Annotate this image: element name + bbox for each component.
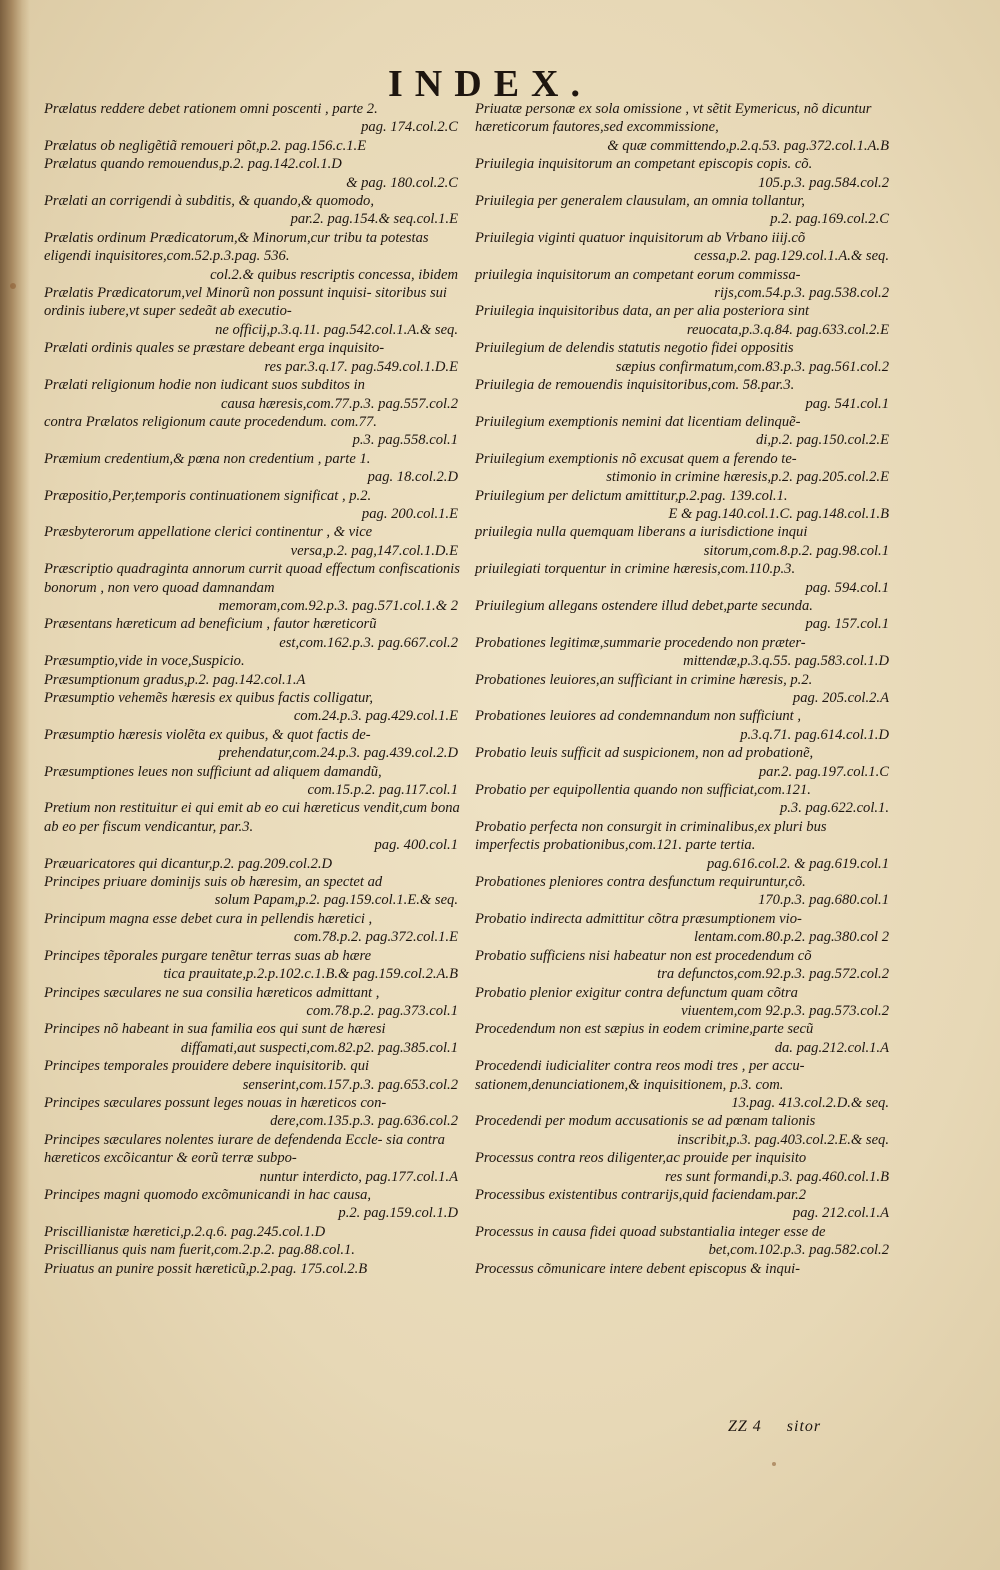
index-entry bbox=[44, 947, 462, 984]
index-entry bbox=[44, 726, 462, 763]
index-entry-reference: nuntur interdicto, pag.177.col.1.A bbox=[259, 1168, 458, 1185]
index-entry-text: Probationes legitimæ,summarie procedendo non præter- bbox=[475, 634, 806, 651]
index-entry bbox=[44, 560, 462, 615]
index-entry bbox=[44, 1241, 462, 1259]
index-entry-text: Principes sæculares possunt leges nouas in hæreticos con- bbox=[44, 1094, 387, 1111]
index-entry-reference: sæpius confirmatum,com.83.p.3. pag.561.col.2 bbox=[615, 358, 889, 375]
page-title: INDEX. bbox=[388, 63, 592, 105]
index-entry-reference: prehendatur,com.24.p.3. pag.439.col.2.D bbox=[218, 745, 458, 762]
index-entry-text: Principes sæculares nolentes iurare de defendenda Eccle- sia contra hæreticos excõicantur & eorũ terræ subpo- bbox=[44, 1131, 445, 1167]
index-entry-reference: memoram,com.92.p.3. pag.571.col.1.& 2 bbox=[218, 597, 458, 614]
index-entry-text: Prælatus quando remouendus,p.2. pag.142.col.1.D bbox=[44, 156, 342, 173]
index-entry-text: Processus contra reos diligenter,ac prouide per inquisito bbox=[475, 1150, 807, 1167]
index-entry bbox=[44, 100, 462, 137]
index-entry bbox=[44, 376, 462, 413]
index-entry-text: Pretium non restituitur ei qui emit ab eo cui hæreticus vendit,cum bona ab eo per fiscum vendicantur, par.3. bbox=[44, 800, 460, 835]
index-entry-text: Priuilegium per delictum amittitur,p.2.pag. 139.col.1. bbox=[475, 487, 788, 504]
index-entry bbox=[44, 873, 462, 910]
index-entry-reference: 13.pag. 413.col.2.D.& seq. bbox=[731, 1094, 889, 1111]
index-entry bbox=[44, 1020, 462, 1057]
index-entry-text: Probationes leuiores,an sufficiant in crimine hæresis, p.2. bbox=[475, 671, 813, 688]
index-entry-text: Præpositio,Per,temporis continuationem significat , p.2. bbox=[44, 487, 372, 504]
index-entry-text: Prælatis ordinum Prædicatorum,& Minorum,cur tribu ta potestas eligendi inquisitores,com.52.p.3.pag. 536. bbox=[44, 229, 429, 265]
index-entry-text: Probatio per equipollentia quando non sufficiat,com.121. bbox=[475, 782, 811, 799]
index-entry-reference: pag. 157.col.1 bbox=[805, 616, 889, 633]
index-entry-reference: pag. 594.col.1 bbox=[805, 579, 889, 596]
index-entry-reference: causa hæresis,com.77.p.3. pag.557.col.2 bbox=[221, 395, 458, 412]
index-entry-reference: dere,com.135.p.3. pag.636.col.2 bbox=[270, 1113, 458, 1130]
index-entry-reference: inscribit,p.3. pag.403.col.2.E.& seq. bbox=[676, 1131, 889, 1148]
index-entry-reference: 105.p.3. pag.584.col.2 bbox=[758, 174, 889, 191]
index-entry bbox=[475, 376, 893, 413]
index-entry-text: Principes tẽporales purgare tenẽtur terras suas ab hære bbox=[44, 947, 372, 964]
index-entry-text: Priuilegia inquisitorum an competant episcopis copis. cõ. bbox=[475, 156, 813, 173]
index-entry bbox=[44, 984, 462, 1021]
binding-gutter bbox=[0, 0, 30, 1570]
signature-text: ZZ 4 bbox=[728, 1418, 762, 1435]
index-entry-reference: da. pag.212.col.1.A bbox=[774, 1039, 889, 1056]
index-entry-reference: com.78.p.2. pag.373.col.1 bbox=[306, 1002, 458, 1019]
index-entry-reference: versa,p.2. pag,147.col.1.D.E bbox=[290, 542, 458, 559]
index-entry-text: Prælati ordinis quales se præstare debeant erga inquisito- bbox=[44, 340, 385, 357]
index-entry-reference: pag. 541.col.1 bbox=[805, 395, 889, 412]
catchword: sitor bbox=[786, 1418, 822, 1435]
index-entry-text: Præsbyterorum appellatione clerici continentur , & vice bbox=[44, 524, 373, 541]
index-entry-text: Procedendum non est sæpius in eodem crimine,parte secũ bbox=[475, 1021, 814, 1038]
index-entry-reference: viuentem,com 92.p.3. pag.573.col.2 bbox=[681, 1002, 889, 1019]
index-entry bbox=[44, 615, 462, 652]
index-entry-text: Priuilegia inquisitoribus data, an per alia posteriora sint bbox=[475, 303, 810, 320]
index-entry bbox=[44, 1186, 462, 1223]
index-entry-reference: diffamati,aut suspecti,com.82.p2. pag.385.col.1 bbox=[180, 1039, 458, 1056]
index-entry bbox=[475, 155, 893, 192]
index-entry-reference: par.2. pag.197.col.1.C bbox=[758, 763, 889, 780]
index-entry-text: Processibus existentibus contrarijs,quid faciendam.par.2 bbox=[475, 1186, 807, 1203]
index-entry-text: Principes magni quomodo excõmunicandi in hac causa, bbox=[44, 1186, 372, 1203]
index-entry-reference: com.15.p.2. pag.117.col.1 bbox=[307, 782, 458, 799]
index-entry-text: Priuilegia viginti quatuor inquisitorum ab Vrbano iiij.cõ bbox=[475, 229, 806, 246]
index-entry-reference: est,com.162.p.3. pag.667.col.2 bbox=[279, 634, 458, 651]
index-entry bbox=[44, 487, 462, 524]
index-entry bbox=[475, 671, 893, 708]
index-entry bbox=[475, 781, 893, 818]
index-entry bbox=[475, 523, 893, 560]
index-entry-reference: senserint,com.157.p.3. pag.653.col.2 bbox=[242, 1076, 458, 1093]
index-entry-text: Probationes leuiores ad condemnandum non sufficiunt , bbox=[475, 708, 802, 725]
index-entry-text: Præscriptio quadraginta annorum currit quoad effectum confiscationis bonorum , non vero quoad damnandam bbox=[44, 561, 460, 596]
index-entry-reference: mittendæ,p.3.q.55. pag.583.col.1.D bbox=[683, 653, 889, 670]
index-entry-text: Præsumptionum gradus,p.2. pag.142.col.1.A bbox=[44, 671, 306, 688]
index-entry bbox=[475, 873, 893, 910]
index-entry-text: Priuatæ personæ ex sola omissione , vt sẽtit Eymericus, nõ dicuntur hæreticorum fautores,sed excommissione, bbox=[475, 101, 872, 136]
index-entry bbox=[475, 450, 893, 487]
index-entry bbox=[475, 1112, 893, 1149]
index-entry-text: Priuilegium allegans ostendere illud debet,parte secunda. bbox=[475, 597, 813, 614]
ink-spot bbox=[10, 283, 16, 289]
index-entry-reference: cessa,p.2. pag.129.col.1.A.& seq. bbox=[694, 248, 889, 265]
index-entry-reference: res par.3.q.17. pag.549.col.1.D.E bbox=[264, 358, 458, 375]
index-entry-reference: lentam.com.80.p.2. pag.380.col 2 bbox=[694, 929, 889, 946]
index-entry-reference: res sunt formandi,p.3. pag.460.col.1.B bbox=[664, 1168, 889, 1185]
index-entry-reference: p.2. pag.159.col.1.D bbox=[338, 1205, 458, 1222]
index-entry bbox=[475, 413, 893, 450]
index-entry-text: Principes temporales prouidere debere inquisitorib. qui bbox=[44, 1058, 370, 1075]
index-entry-reference: ne officij,p.3.q.11. pag.542.col.1.A.& seq. bbox=[215, 321, 458, 338]
index-entry-reference: bet,com.102.p.3. pag.582.col.2 bbox=[708, 1242, 889, 1259]
index-entry-text: Priscillianistæ hæretici,p.2.q.6. pag.245.col.1.D bbox=[44, 1223, 326, 1240]
signature-mark bbox=[728, 1418, 868, 1436]
index-entry-reference: solum Papam,p.2. pag.159.col.1.E.& seq. bbox=[214, 892, 458, 909]
index-entry-reference: pag. 200.col.1.E bbox=[361, 505, 458, 522]
left-index-column bbox=[44, 100, 462, 1278]
index-entry-text: Priuilegia de remouendis inquisitoribus,com. 58.par.3. bbox=[475, 377, 795, 394]
index-entry bbox=[475, 1223, 893, 1260]
index-entry-reference: p.3. pag.558.col.1 bbox=[352, 432, 458, 449]
index-entry-text: Priuilegia per generalem clausulam, an omnia tollantur, bbox=[475, 193, 805, 210]
index-entry-reference: col.2.& quibus rescriptis concessa, ibidem bbox=[210, 266, 458, 283]
index-entry-reference: com.24.p.3. pag.429.col.1.E bbox=[293, 708, 458, 725]
index-entry-text: Procedendi iudicialiter contra reos modi tres , per accu- sationem,denunciationem,& inquisitionem, p.3. com. bbox=[475, 1058, 805, 1093]
index-entry-text: Præsumptiones leues non sufficiunt ad aliquem damandũ, bbox=[44, 763, 382, 780]
index-entry bbox=[475, 1057, 893, 1112]
index-entry-reference: p.3.q.71. pag.614.col.1.D bbox=[740, 726, 889, 743]
index-entry-text: Principes sæculares ne sua consilia hæreticos admittant , bbox=[44, 984, 380, 1001]
index-entry bbox=[44, 284, 462, 339]
index-entry-reference: sitorum,com.8.p.2. pag.98.col.1 bbox=[703, 542, 889, 559]
index-entry-reference: pag. 174.col.2.C bbox=[361, 119, 458, 136]
index-entry bbox=[475, 947, 893, 984]
index-entry-text: Præsumptio vehemẽs hæresis ex quibus factis colligatur, bbox=[44, 690, 374, 706]
index-entry-text: Probatio sufficiens nisi habeatur non est procedendum cõ bbox=[475, 947, 812, 964]
index-entry-text: Procedendi per modum accusationis se ad pœnam talionis bbox=[475, 1113, 816, 1130]
index-entry-reference: & pag. 180.col.2.C bbox=[346, 174, 458, 191]
index-entry-text: Prælatus ob negligẽtiã remoueri põt,p.2. pag.156.c.1.E bbox=[44, 137, 367, 154]
index-entry-text: Priscillianus quis nam fuerit,com.2.p.2. pag.88.col.1. bbox=[44, 1242, 355, 1259]
index-entry-text: Prælati religionum hodie non iudicant suos subditos in bbox=[44, 377, 365, 394]
index-entry-text: Priuilegium exemptionis nemini dat licentiam delinquẽ- bbox=[475, 413, 801, 430]
index-entry bbox=[44, 155, 462, 192]
index-entry-reference: 170.p.3. pag.680.col.1 bbox=[758, 892, 889, 909]
index-entry-reference: reuocata,p.3.q.84. pag.633.col.2.E bbox=[686, 321, 889, 338]
index-entry bbox=[44, 1223, 462, 1241]
index-entry-text: contra Prælatos religionum caute procedendum. com.77. bbox=[44, 413, 377, 430]
index-entry bbox=[475, 1020, 893, 1057]
ink-spot bbox=[772, 1462, 776, 1466]
index-entry bbox=[475, 560, 893, 597]
index-entry-reference: rijs,com.54.p.3. pag.538.col.2 bbox=[714, 285, 889, 302]
index-entry bbox=[44, 1094, 462, 1131]
index-entry bbox=[44, 1260, 462, 1278]
index-entry-text: Præsumptio,vide in voce,Suspicio. bbox=[44, 653, 245, 670]
right-index-column bbox=[475, 100, 893, 1278]
index-entry-text: Probatio leuis sufficit ad suspicionem, non ad probationẽ, bbox=[475, 745, 814, 762]
index-entry-text: Probatio indirecta admittitur cõtra præsumptionem vio- bbox=[475, 910, 802, 927]
index-entry bbox=[44, 339, 462, 376]
index-entry bbox=[44, 413, 462, 450]
index-entry-reference: p.2. pag.169.col.2.C bbox=[770, 211, 889, 228]
index-entry bbox=[475, 1149, 893, 1186]
index-entry-reference: E & pag.140.col.1.C. pag.148.col.1.B bbox=[668, 505, 889, 522]
index-entry-text: Prælatis Prædicatorum,vel Minorũ non possunt inquisi- sitoribus sui ordinis iubere,vt super sedeãt ab executio- bbox=[44, 285, 447, 320]
index-entry-text: Priuilegium exemptionis nõ excusat quem a ferendo te- bbox=[475, 450, 797, 467]
index-entry-text: Processus cõmunicare intere debent episcopus & inqui- bbox=[475, 1260, 801, 1277]
index-entry-reference: & quæ committendo,p.2.q.53. pag.372.col.1.A.B bbox=[607, 137, 889, 154]
index-entry-reference: tra defunctos,com.92.p.3. pag.572.col.2 bbox=[657, 966, 889, 983]
index-entry-text: Processus in causa fidei quoad substantialia integer esse de bbox=[475, 1223, 826, 1240]
index-entry-text: Principum magna esse debet cura in pellendis hæretici , bbox=[44, 910, 373, 927]
index-entry bbox=[475, 910, 893, 947]
index-entry-reference: pag. 400.col.1 bbox=[374, 837, 458, 854]
index-entry-text: Probatio perfecta non consurgit in criminalibus,ex pluri bus imperfectis probationibus,com.121. parte tertia. bbox=[475, 818, 827, 854]
index-entry bbox=[44, 450, 462, 487]
index-entry bbox=[44, 192, 462, 229]
index-entry bbox=[44, 799, 462, 854]
index-entry bbox=[475, 100, 893, 155]
index-entry bbox=[44, 229, 462, 284]
index-entry bbox=[475, 707, 893, 744]
index-entry-reference: pag.616.col.2. & pag.619.col.1 bbox=[706, 855, 889, 872]
index-entry-text: Præmium credentium,& pœna non credentium , parte 1. bbox=[44, 450, 371, 467]
index-entry-reference: stimonio in crimine hæresis,p.2. pag.205.col.2.E bbox=[606, 469, 889, 486]
index-entry bbox=[44, 137, 462, 155]
index-entry-reference: pag. 205.col.2.A bbox=[792, 690, 889, 706]
index-entry-text: Priuatus an punire possit hæreticũ,p.2.pag. 175.col.2.B bbox=[44, 1260, 368, 1277]
index-entry bbox=[475, 984, 893, 1021]
index-entry bbox=[475, 229, 893, 266]
index-entry-text: Præuaricatores qui dicantur,p.2. pag.209.col.2.D bbox=[44, 855, 333, 872]
index-entry-reference: tica prauitate,p.2.p.102.c.1.B.& pag.159.col.2.A.B bbox=[163, 966, 458, 983]
index-entry bbox=[475, 1260, 893, 1278]
index-entry-text: Præsentans hæreticum ad beneficium , fautor hæreticorũ bbox=[44, 616, 377, 633]
index-entry-text: Principes nõ habeant in sua familia eos qui sunt de hæresi bbox=[44, 1021, 386, 1038]
index-entry bbox=[44, 652, 462, 670]
index-entry bbox=[475, 266, 893, 303]
index-entry-text: Principes priuare dominijs suis ob hæresim, an spectet ad bbox=[44, 874, 383, 891]
index-entry-reference: p.3. pag.622.col.1. bbox=[779, 800, 889, 817]
index-entry-text: Priuilegium de delendis statutis negotio fidei oppositis bbox=[475, 340, 794, 357]
index-entry bbox=[475, 302, 893, 339]
index-entry-text: Præsumptio hæresis violẽta ex quibus, & quot factis de- bbox=[44, 726, 371, 743]
index-entry-text: Prælatus reddere debet rationem omni poscenti , parte 2. bbox=[44, 101, 378, 117]
index-entry-reference: par.2. pag.154.& seq.col.1.E bbox=[290, 211, 458, 228]
index-entry bbox=[44, 1131, 462, 1186]
index-entry-reference: di,p.2. pag.150.col.2.E bbox=[756, 432, 889, 449]
index-entry bbox=[475, 744, 893, 781]
index-entry-text: priuilegia inquisitorum an competant eorum commissa- bbox=[475, 266, 801, 283]
index-entry bbox=[44, 523, 462, 560]
index-entry-reference: com.78.p.2. pag.372.col.1.E bbox=[293, 929, 458, 946]
index-entry bbox=[475, 192, 893, 229]
index-entry bbox=[475, 634, 893, 671]
index-entry bbox=[44, 1057, 462, 1094]
index-entry bbox=[475, 597, 893, 634]
index-entry-text: Prælati an corrigendi à subditis, & quando,& quomodo, bbox=[44, 193, 374, 210]
index-entry bbox=[44, 763, 462, 800]
index-entry-text: priuilegiati torquentur in crimine hæresis,com.110.p.3. bbox=[475, 561, 796, 578]
index-entry-text: priuilegia nulla quemquam liberans a iurisdictione inqui bbox=[475, 524, 808, 541]
index-entry bbox=[44, 671, 462, 689]
index-entry bbox=[475, 818, 893, 873]
index-entry bbox=[475, 1186, 893, 1223]
index-entry-text: Probatio plenior exigitur contra defunctum quam cõtra bbox=[475, 984, 798, 1001]
index-entry-text: Probationes pleniores contra desfunctum requiruntur,cõ. bbox=[475, 874, 806, 891]
index-entry bbox=[44, 855, 462, 873]
index-entry-reference: pag. 212.col.1.A bbox=[792, 1205, 889, 1222]
index-entry bbox=[44, 689, 462, 726]
index-entry-reference: pag. 18.col.2.D bbox=[367, 469, 458, 486]
index-entry bbox=[475, 339, 893, 376]
index-entry bbox=[44, 910, 462, 947]
index-entry bbox=[475, 487, 893, 524]
